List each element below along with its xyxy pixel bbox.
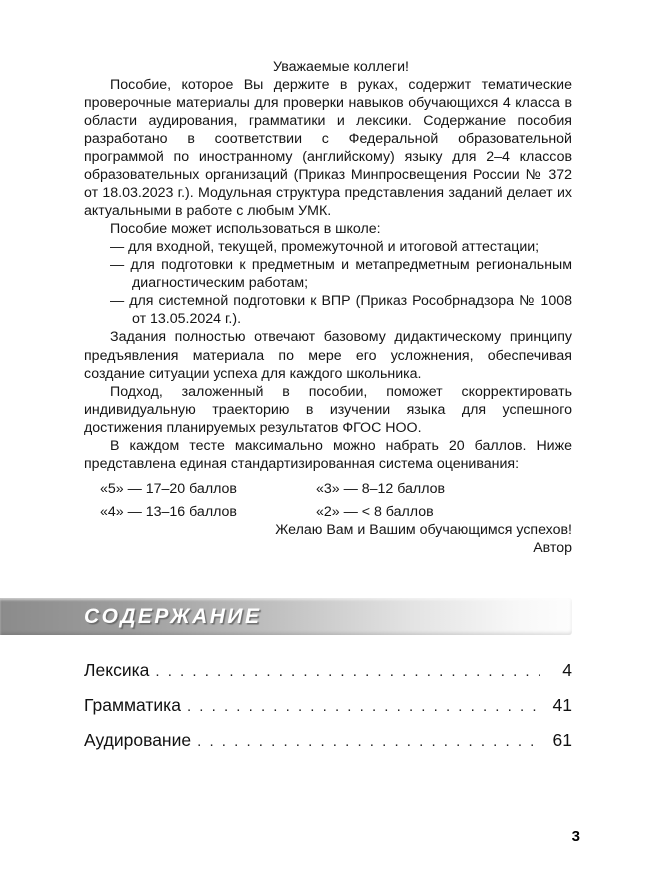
letter-block [84,58,572,557]
usage-lead-paragraph: Пособие может использоваться в школе: [110,221,381,238]
dot-leader [187,698,540,715]
toc-item-page: 61 [552,730,572,750]
toc-item-label: Грамматика [84,695,181,715]
dot-leader [155,663,540,680]
toc-section [0,598,650,765]
approach-paragraph: Подход, заложенный в пособии, поможет скорректировать индивидуальную траекторию в изучении языка для успешного достижения планируемых результатов ФГОС НОО. [84,383,572,436]
toc-item [84,695,572,716]
score-cell: «3» — 8–12 баллов [316,480,446,497]
list-item: — для системной подготовки к ВПР (Приказ Рособрнадзора № 1008 от 13.05.2024 г.). [110,293,572,328]
scoring-paragraph: В каждом тесте максимально можно набрать 20 баллов. Ниже представлена единая стандартизированная система оценивания: [84,437,572,472]
page-number: 3 [571,828,580,845]
closing-wish: Желаю Вам и Вашим обучающимся успехов! [275,521,572,538]
toc-item-page: 41 [552,695,572,715]
tasks-paragraph: Задания полностью отвечают базовому дидактическому принципу предъявления материала по мере его усложнения, обеспечивая создание ситуации успеха для каждого школьника. [84,329,572,382]
toc-item [84,730,572,751]
intro-paragraph: Пособие, которое Вы держите в руках, содержит тематические проверочные материалы для проверки навыков обучающихся 4 класса в области аудирования, грамматики и лексики. Содержание пособия разработано в соответствии с Федеральной образовательной программой по иностранному (английскому) языку для 2–4 классов образовательных организаций (Приказ Минпросвещения России № 372 от 18.03.2023 г.). Модульная структура представления заданий делает их актуальными в работе с любым УМК. [84,77,572,220]
author-signature: Автор [533,539,572,556]
toc-item-label: Лексика [84,660,150,680]
list-item: — для входной, текущей, промежуточной и итоговой аттестации; [110,239,540,256]
letter-title: Уважаемые коллеги! [273,59,409,75]
toc-item-label: Аудирование [84,730,192,750]
dot-leader [197,733,540,750]
usage-list [84,238,572,328]
score-cell: «5» — 17–20 баллов [100,480,237,497]
toc-heading: СОДЕРЖАНИЕ [84,604,262,628]
toc-item-page: 4 [562,660,572,680]
toc-heading-bar [0,598,572,635]
score-cell: «2» — < 8 баллов [316,503,434,520]
toc-item [84,660,572,681]
toc-list [84,660,572,751]
score-table [84,480,572,521]
list-item: — для подготовки к предметным и метапредметным региональным диагностическим работам; [110,257,572,292]
score-cell: «4» — 13–16 баллов [100,503,237,520]
